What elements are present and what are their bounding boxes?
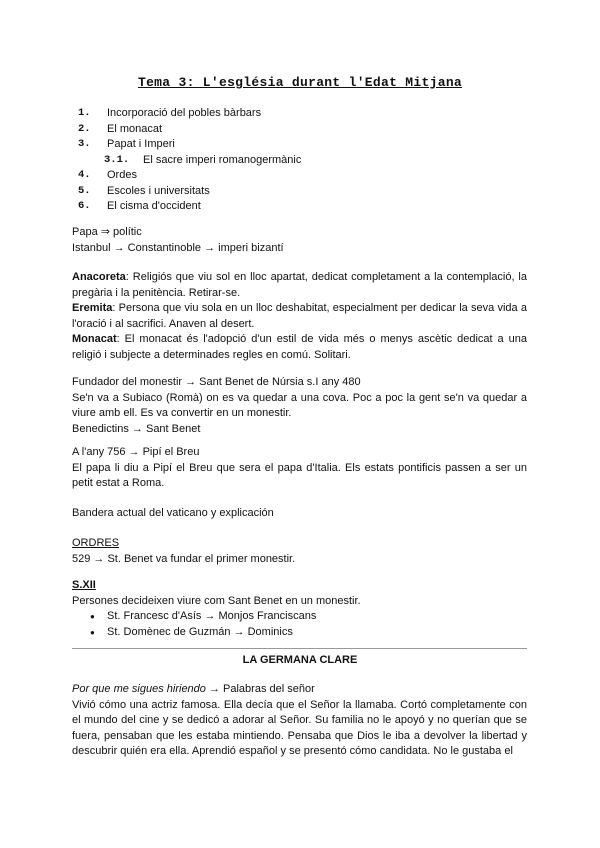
- definition-text: : Persona que viu sola en un lloc deshabitat, especialment per dedicar la seva vida a l'oració i al sacrifici. Anaven al desert.: [72, 302, 527, 330]
- outline-label: Incorporació del pobles bàrbars: [107, 107, 262, 119]
- ordres-block: [72, 536, 527, 567]
- fundador-block: [72, 375, 527, 437]
- outline-label: Ordes: [107, 169, 137, 181]
- definition-text: : Religiós que viu sol en lloc apartat, dedicat completament a la contemplació, la pregària i la penitència. Retirar-se.: [72, 271, 527, 299]
- outline-item: [0, 184, 600, 200]
- outline-subitem: [0, 153, 600, 169]
- page-title: Tema 3: L'església durant l'Edat Mitjana: [137, 75, 463, 90]
- outline-label: El monacat: [107, 122, 163, 135]
- outline-item: [0, 122, 600, 138]
- outline-number: 2.: [78, 122, 91, 135]
- sxii-heading: S.XII: [72, 579, 96, 591]
- pipi-block: [72, 445, 527, 492]
- order-bullets: [72, 609, 527, 640]
- outline-item: [0, 168, 600, 184]
- divider: [72, 648, 527, 649]
- bandera-line: Bandera actual del vaticano y explicación: [72, 507, 274, 519]
- clare-paragraph: Vivió cómo una actriz famosa. Ella decía que el Señor la llamaba. Cortó completamente con el mundo del cine y se dedicó a adorar al Señor. Su familia no le apoyó y no querían que se fuera, pensaban que les estaba mintiendo. Pensaba que Dios le iba a devolver la libertad y descubrir quién era ella. Aprendió español y se presentó cómo candidata. No le gustaba el: [72, 698, 527, 758]
- list-item: ● St. Domènec de Guzmán → Dominics: [72, 625, 527, 641]
- outline-label: Papat i Imperi: [107, 138, 175, 150]
- ordres-heading: ORDRES: [72, 537, 120, 549]
- benedictins-line: Benedictins → Sant Benet: [72, 422, 201, 435]
- outline-item: [0, 199, 600, 215]
- italic-quote: Por que me sigues hiriendo: [72, 683, 206, 695]
- outline-item: [0, 137, 600, 153]
- definition-anacoreta: [72, 270, 527, 301]
- outline-label: El sacre imperi romanogermànic: [143, 153, 302, 166]
- outline-list: [0, 106, 600, 215]
- outline-number: 4.: [78, 169, 91, 181]
- quote-note: → Palabras del señor: [205, 683, 315, 695]
- outline-number: 5.: [78, 184, 91, 197]
- fundador-paragraph: Se'n va a Subiaco (Romà) on es va quedar a una cova. Poc a poc la gent se'n va quedar a viure amb ell. Es va convertir en un monestir.: [72, 391, 527, 420]
- outline-label: El cisma d'occident: [107, 200, 201, 212]
- pipi-line: A l'any 756 → Pipí el Breu: [72, 446, 200, 458]
- term: Monacat: [72, 333, 117, 346]
- section-title: LA GERMANA CLARE: [242, 654, 358, 666]
- outline-number: 3.1.: [104, 153, 130, 166]
- papa-block: [72, 225, 527, 256]
- clare-first-line: [72, 682, 527, 698]
- sxii-line: Persones decideixen viure com Sant Benet en un monestir.: [72, 594, 361, 607]
- outline-label: Escoles i universitats: [107, 184, 210, 197]
- fundador-line: Fundador del monestir → Sant Benet de Núrsia s.I any 480: [72, 376, 361, 388]
- term: Eremita: [72, 302, 113, 315]
- definition-monacat: [72, 332, 527, 363]
- ordres-line: 529 → St. Benet va fundar el primer monestir.: [72, 552, 296, 565]
- term: Anacoreta: [72, 271, 126, 283]
- outline-number: 6.: [78, 200, 91, 212]
- definitions-block: [72, 270, 527, 364]
- definition-eremita: [72, 301, 527, 332]
- istanbul-line: Istanbul → Constantinoble → imperi bizantí: [72, 241, 284, 254]
- outline-number: 1.: [78, 107, 91, 119]
- clare-block: [72, 682, 527, 760]
- outline-number: 3.: [78, 138, 91, 150]
- outline-item: [0, 106, 600, 122]
- papa-line: Papa ⇒ polític: [72, 226, 142, 238]
- pipi-paragraph: El papa li diu a Pipí el Breu que sera el papa d'Italia. Els estats pontificis passen a ser un petit estat a Roma.: [72, 461, 527, 490]
- list-item: ● St. Francesc d'Asís → Monjos Franciscans: [72, 609, 527, 625]
- sxii-block: [72, 578, 527, 640]
- definition-text: : El monacat és l'adopció d'un estil de vida més o menys ascètic dedicat a una religió i subjecte a determinades regles en comú. Solitari.: [72, 333, 527, 361]
